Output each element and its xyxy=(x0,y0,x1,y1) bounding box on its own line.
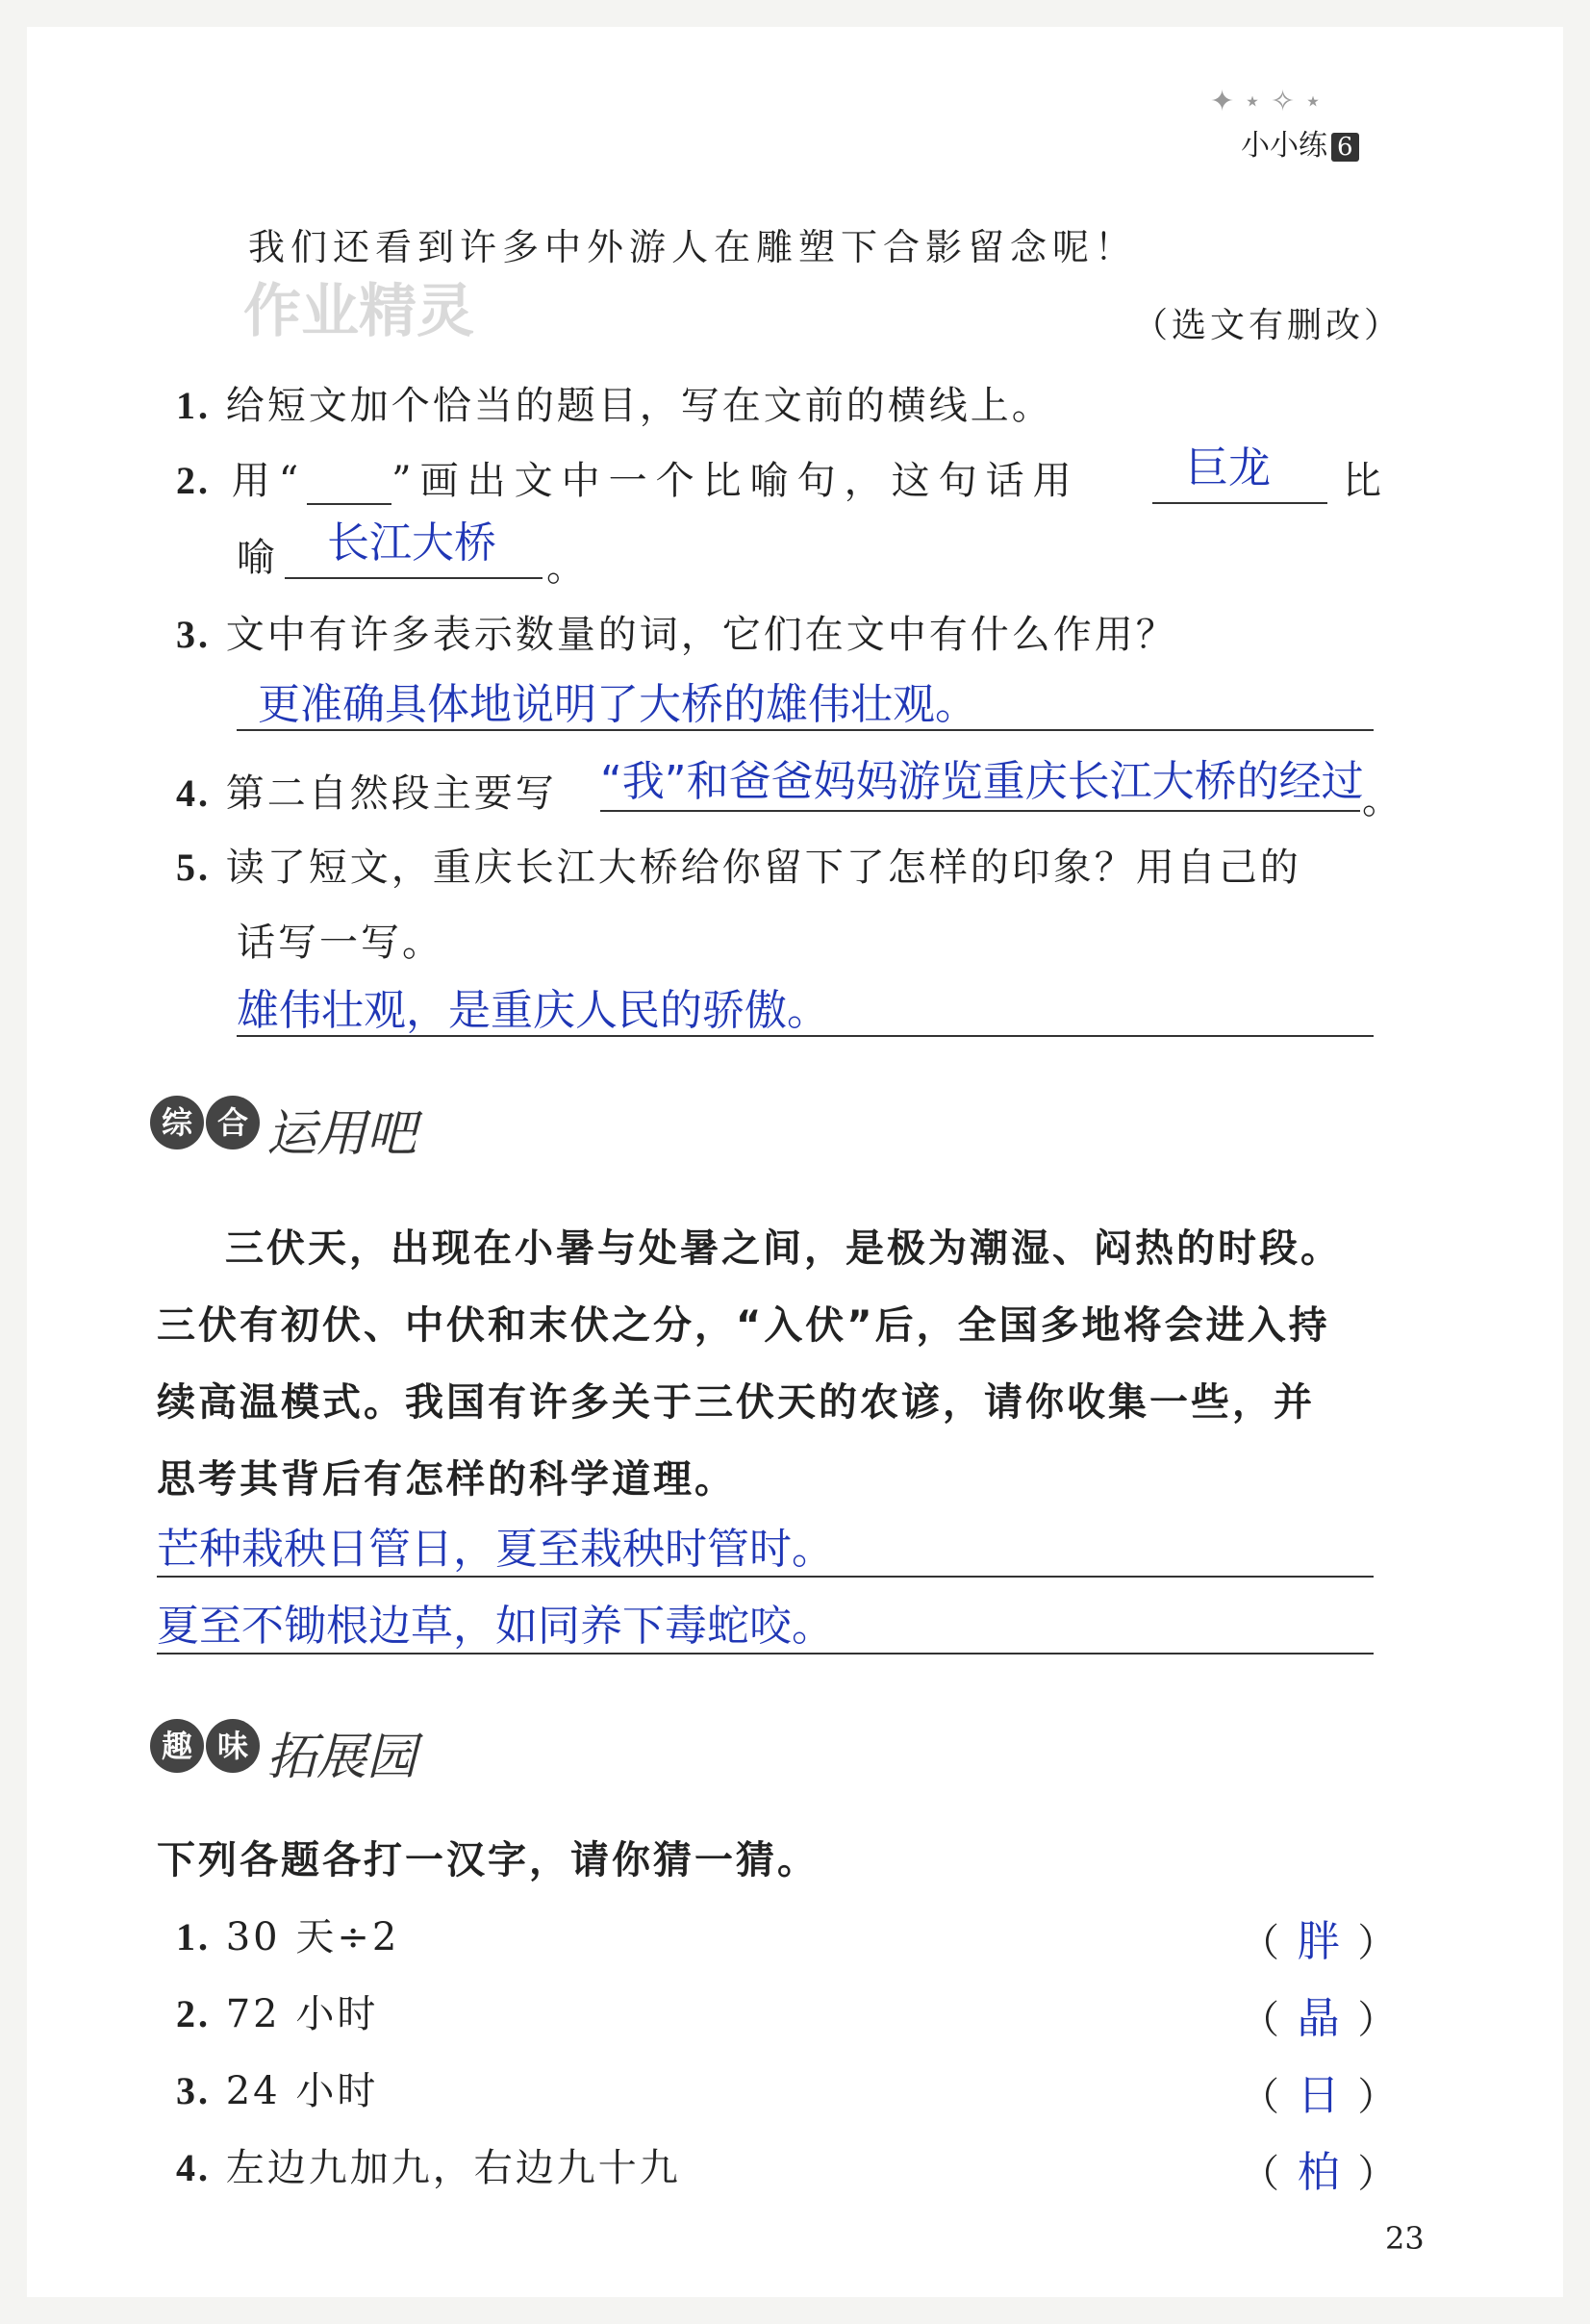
page-number: 23 xyxy=(1385,2220,1425,2257)
riddle-4: 4. 左边九加九，右边九十九 xyxy=(176,2146,681,2190)
answer-line xyxy=(157,1653,1374,1655)
answer-3: 更准确具体地说明了大桥的雄伟壮观。 xyxy=(258,680,977,729)
answer-line xyxy=(1152,502,1327,504)
question-5: 5. 读了短文，重庆长江大桥给你留下了怎样的印象？用自己的 xyxy=(176,846,1301,890)
answer-line xyxy=(600,810,1360,812)
paragraph-line: 思考其背后有怎样的科学道理。 xyxy=(157,1457,736,1502)
paragraph-line: 三伏有初伏、中伏和末伏之分，“入伏”后，全国多地将会进入持 xyxy=(157,1303,1330,1348)
answer-line xyxy=(237,729,1374,731)
workbook-page: ✦ ⋆ ✧ ⋆ 小小练 6 我们还看到许多中外游人在雕塑下合影留念呢！ 作业精灵 （选文有删改） 1. 给短文加个恰当的题目，写在文前的横线上。 2. 用“ ”画出文中一个比喻句，这句话用 巨龙 比 喻 长江大桥 。 3. 文中有许多表示数量的词，它们在文中有什么作用？ 更准确具体地说明了大桥的雄伟壮观。 4. 第二自然段主要写 “我”和爸爸妈妈游览重庆长江大桥的经过 。 5. 读了短文，重庆长江大桥给你留下了怎样的印象？用自己的 话写一写。 雄伟壮观，是重庆人民的骄傲。 综 合 运用吧 三伏天，出现在小暑与处暑之间，是极为潮湿、闷热的时段。 三伏有初伏、中伏和末伏之分，“入伏”后，全国多地将会进入持 续高温模式。我国有许多关于三伏天的农谚，请你收集一些，并 思考其背后有怎样的科学道理。 芒种栽秧日管日，夏至栽秧时管时。 夏至不锄根边草，如同养下毒蛇咬。 趣 味 拓展园 下列各题各打一汉字，请你猜一猜。 1. 30 天÷2 （ 胖 ） 2. 72 小时 （ 晶 ） 3. 24 小时 （ 日 ） 4. 左边九加九，右边九十九 （ 柏 ） 23 xyxy=(27,27,1563,2297)
answer-4: “我”和爸爸妈妈游览重庆长江大桥的经过 xyxy=(600,757,1364,806)
header-badge: 6 xyxy=(1331,133,1359,162)
answer-2-1: 巨龙 xyxy=(1186,443,1271,493)
section-heading-extension: 趣 味 拓展园 xyxy=(150,1716,416,1788)
question-2: 2. 用“ ”画出文中一个比喻句，这句话用 xyxy=(176,459,1080,503)
watermark: 作业精灵 xyxy=(243,278,474,345)
answer-line xyxy=(237,1035,1374,1037)
riddle-answer-box: （ 日 ） xyxy=(1241,2071,1400,2120)
answer-proverb-2: 夏至不锄根边草，如同养下毒蛇咬。 xyxy=(157,1602,834,1651)
answer-5: 雄伟壮观，是重庆人民的骄傲。 xyxy=(237,986,829,1035)
riddle-3: 3. 24 小时 xyxy=(176,2069,379,2113)
answer-2-2: 长江大桥 xyxy=(327,518,496,568)
source-note: （选文有删改） xyxy=(1133,306,1403,345)
underline-mark xyxy=(307,467,391,505)
question-4: 4. 第二自然段主要写 xyxy=(176,771,557,816)
answer-line xyxy=(285,577,543,579)
riddle-answer-box: （ 柏 ） xyxy=(1241,2148,1400,2197)
question-1: 1. 给短文加个恰当的题目，写在文前的横线上。 xyxy=(176,384,1053,428)
paragraph-line: 三伏天，出现在小暑与处暑之间，是极为潮湿、闷热的时段。 xyxy=(225,1226,1342,1271)
passage-last-line: 我们还看到许多中外游人在雕塑下合影留念呢！ xyxy=(248,226,1138,268)
riddle-answer-box: （ 晶 ） xyxy=(1241,1994,1400,2043)
riddle-1: 1. 30 天÷2 xyxy=(176,1915,400,1959)
star-decoration-icon: ✦ ⋆ ✧ ⋆ xyxy=(1210,85,1323,118)
riddle-intro: 下列各题各打一汉字，请你猜一猜。 xyxy=(157,1838,819,1882)
riddle-2: 2. 72 小时 xyxy=(176,1992,379,2036)
answer-proverb-1: 芒种栽秧日管日，夏至栽秧时管时。 xyxy=(157,1525,834,1574)
riddle-answer-box: （ 胖 ） xyxy=(1241,1917,1400,1966)
paragraph-line: 续高温模式。我国有许多关于三伏天的农谚，请你收集一些，并 xyxy=(157,1380,1315,1425)
header-label: 小小练 xyxy=(1241,129,1327,163)
page-header xyxy=(1241,121,1359,164)
question-3: 3. 文中有许多表示数量的词，它们在文中有什么作用？ xyxy=(176,613,1177,657)
section-heading-practice: 综 合 运用吧 xyxy=(150,1093,416,1165)
answer-line xyxy=(157,1576,1374,1578)
